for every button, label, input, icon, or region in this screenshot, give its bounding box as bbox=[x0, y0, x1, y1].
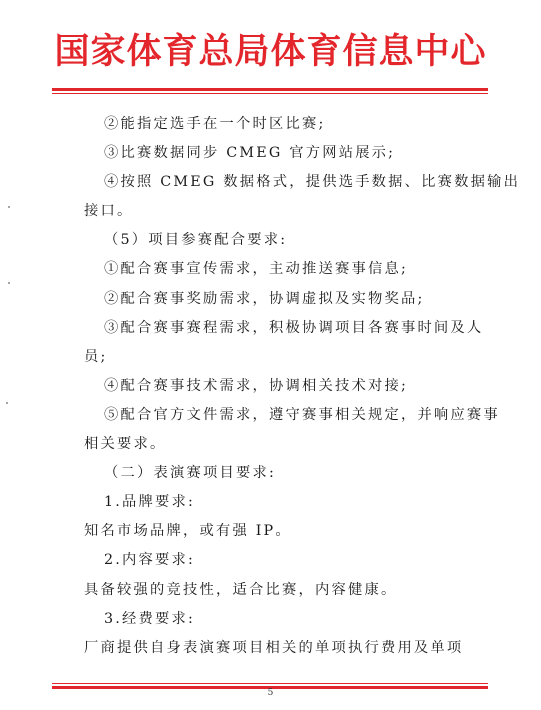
body-line: 具备较强的竞技性，适合比赛，内容健康。 bbox=[84, 581, 398, 598]
body-line: ⑤配合官方文件需求，遵守赛事相关规定，并响应赛事 bbox=[104, 406, 500, 423]
page-number: 5 bbox=[267, 688, 274, 698]
body-line: ④按照 CMEG 数据格式，提供选手数据、比赛数据输出 bbox=[104, 174, 521, 191]
scan-speck bbox=[8, 206, 10, 208]
body-line: ②配合赛事奖励需求，协调虚拟及实物奖品; bbox=[104, 290, 425, 307]
body-line: 厂商提供自身表演赛项目相关的单项执行费用及单项 bbox=[84, 639, 464, 656]
body-line: 知名市场品牌，或有强 IP。 bbox=[84, 523, 292, 540]
subheading: 3.经费要求: bbox=[104, 610, 196, 627]
body-line: 员; bbox=[84, 348, 108, 365]
section-heading: （5）项目参赛配合要求: bbox=[104, 232, 288, 249]
scan-speck bbox=[8, 282, 10, 284]
subheading: 2.内容要求: bbox=[104, 552, 196, 569]
section-heading: （二）表演赛项目要求: bbox=[104, 465, 276, 482]
letterhead-title: 国家体育总局体育信息中心 bbox=[54, 31, 487, 72]
body-line: ③配合赛事赛程需求，积极协调项目各赛事时间及人 bbox=[104, 319, 484, 336]
body-line: 相关要求。 bbox=[84, 436, 167, 453]
header-divider bbox=[52, 88, 488, 94]
body-line: ③比赛数据同步 CMEG 官方网站展示; bbox=[104, 145, 396, 162]
body-line: ①配合赛事宣传需求，主动推送赛事信息; bbox=[104, 261, 408, 278]
header-divider-thin bbox=[52, 93, 488, 94]
body-line: ②能指定选手在一个时区比赛; bbox=[104, 116, 326, 132]
document-body bbox=[84, 110, 521, 663]
subheading: 1.品牌要求: bbox=[104, 494, 196, 511]
scan-speck bbox=[6, 402, 8, 404]
body-line: ④配合赛事技术需求，协调相关技术对接; bbox=[104, 377, 408, 394]
body-line: 接口。 bbox=[84, 203, 134, 220]
